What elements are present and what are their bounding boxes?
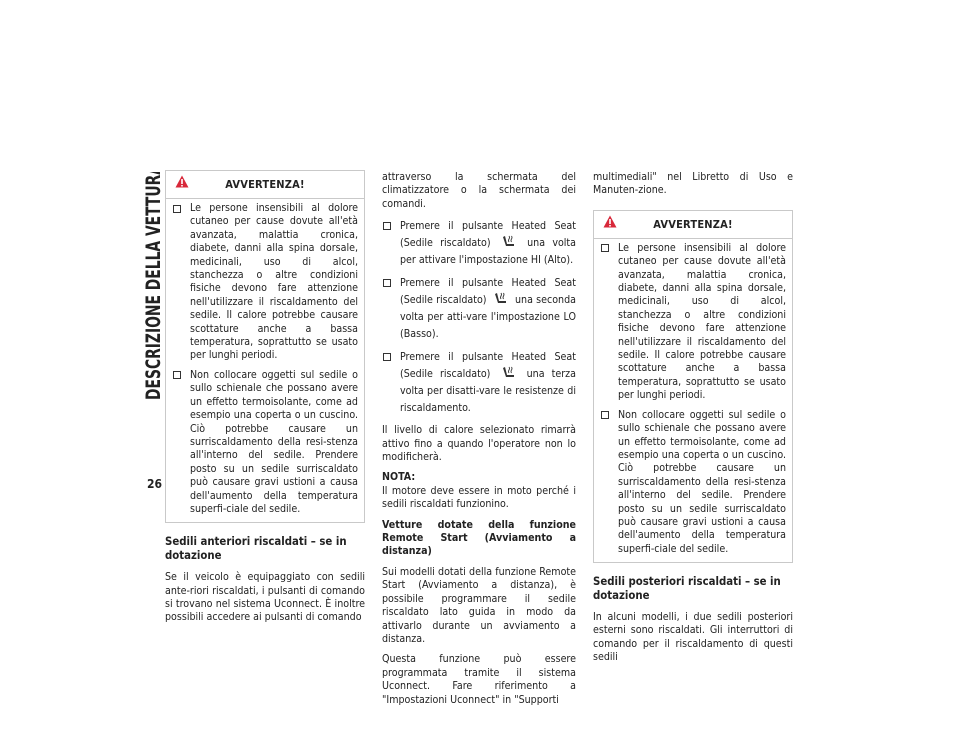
warning-title: AVVERTENZA! <box>653 217 733 231</box>
col3-continuation: multimediali" nel Libretto di Uso e Manuten-zione. <box>593 171 793 197</box>
remote-start-text: Sui modelli dotati della funzione Remote Start (Avviamento a distanza), è possibile programmare il sedile riscaldato lato guida in modo da attivarlo durante un avviamento a distanza. <box>382 565 576 645</box>
note-text: Il motore deve essere in moto perché i sedili riscaldati funzionino. <box>382 484 576 511</box>
heat-level-text: Il livello di calore selezionato rimarrà attivo fino a quando l'operatore non lo modificherà. <box>382 424 576 464</box>
note-label: NOTA: <box>382 471 416 484</box>
section-title: DESCRIZIONE DELLA VETTURA <box>142 172 165 400</box>
square-bullet <box>383 279 391 287</box>
heated-seat-icon <box>494 292 508 305</box>
column-1 <box>165 170 365 632</box>
column-3 <box>593 171 793 672</box>
step-hi: Premere il pulsante Heated Seat (Sedile riscaldato) una volta per attivare l'impostazione HI (Alto). <box>382 218 576 269</box>
section-title-vertical <box>141 172 165 412</box>
heated-seat-icon <box>502 366 516 379</box>
column-2 <box>382 171 576 714</box>
square-bullet <box>383 222 391 230</box>
program-text: Questa funzione può essere programmata tramite il sistema Uconnect. Fare riferimento a "Impostazioni Uconnect" in "Supporti <box>382 653 576 706</box>
warning-title: AVVERTENZA! <box>225 178 305 191</box>
intro-continuation: attraverso la schermata del climatizzatore o la schermata dei comandi. <box>382 171 576 210</box>
warning-header <box>594 211 792 239</box>
page-number: 26 <box>147 477 163 491</box>
step-off: Premere il pulsante Heated Seat (Sedile riscaldato) una terza volta per disatti-vare le resistenze di riscaldamento. <box>382 349 576 417</box>
square-bullet <box>173 371 181 379</box>
rear-seats-heading: Sedili posteriori riscaldati – se in dotazione <box>593 575 781 602</box>
warning-item: Le persone insensibili al dolore cutaneo per cause dovute all'età avanzata, malattia cronica, diabete, danni alla spina dorsale, medicinali, uso di alcol, stanchezza o altre condizioni fisiche devono fare attenzione nell'utilizzare il riscaldamento del sedile. Il calore potrebbe causare scottature anche a bassa temperatura, soprattutto se usato per lunghi periodi. <box>172 202 358 363</box>
remote-start-heading: Vetture dotate della funzione Remote Start (Avviamento a distanza) <box>382 518 576 558</box>
square-bullet <box>601 244 609 252</box>
square-bullet <box>601 411 609 419</box>
square-bullet <box>383 353 391 361</box>
rear-seats-text: In alcuni modelli, i due sedili posteriori esterni sono riscaldati. Gli interruttori di comando per il riscaldamento di questi sedili <box>593 610 793 664</box>
warning-box-1 <box>165 170 365 523</box>
warning-item: Non collocare oggetti sul sedile o sullo schienale che possano avere un effetto termoisolante, come ad esempio una coperta o un cuscino. Ciò potrebbe causare un surriscaldamento della resi-stenza all'interno del sedile. Prendere posto su un sedile surriscaldato può causare gravi ustioni a causa dell'aumento della temperatura superfi-ciale del sedile. <box>172 369 358 516</box>
heated-seat-icon <box>502 235 516 248</box>
warning-item: Le persone insensibili al dolore cutaneo per cause dovute all'età avanzata, malattia cronica, diabete, danni alla spina dorsale, medicinali, uso di alcol, stanchezza o altre condizioni fisiche devono fare attenzione nell'utilizzare il riscaldamento del sedile. Il calore potrebbe causare scottature anche a bassa temperatura, soprattutto se usato per lunghi periodi. <box>600 242 786 403</box>
warning-box-2 <box>593 210 793 563</box>
step-lo: Premere il pulsante Heated Seat (Sedile riscaldato) una seconda volta per atti-vare l'impostazione LO (Basso). <box>382 275 576 343</box>
front-seats-heading: Sedili anteriori riscaldati – se in dotazione <box>165 535 347 562</box>
front-seats-intro: Se il veicolo è equipaggiato con sedili ante-riori riscaldati, i pulsanti di comando si trovano nel sistema Uconnect. È inoltre possibili accedere ai pulsanti di comando <box>165 571 365 624</box>
warning-item: Non collocare oggetti sul sedile o sullo schienale che possano avere un effetto termoisolante, come ad esempio una coperta o un cuscino. Ciò potrebbe causare un surriscaldamento della resi-stenza all'interno del sedile. Prendere posto su un sedile surriscaldato può causare gravi ustioni a causa dell'aumento della temperatura superfi-ciale del sedile. <box>600 409 786 556</box>
warning-header <box>166 171 364 199</box>
square-bullet <box>173 205 181 213</box>
